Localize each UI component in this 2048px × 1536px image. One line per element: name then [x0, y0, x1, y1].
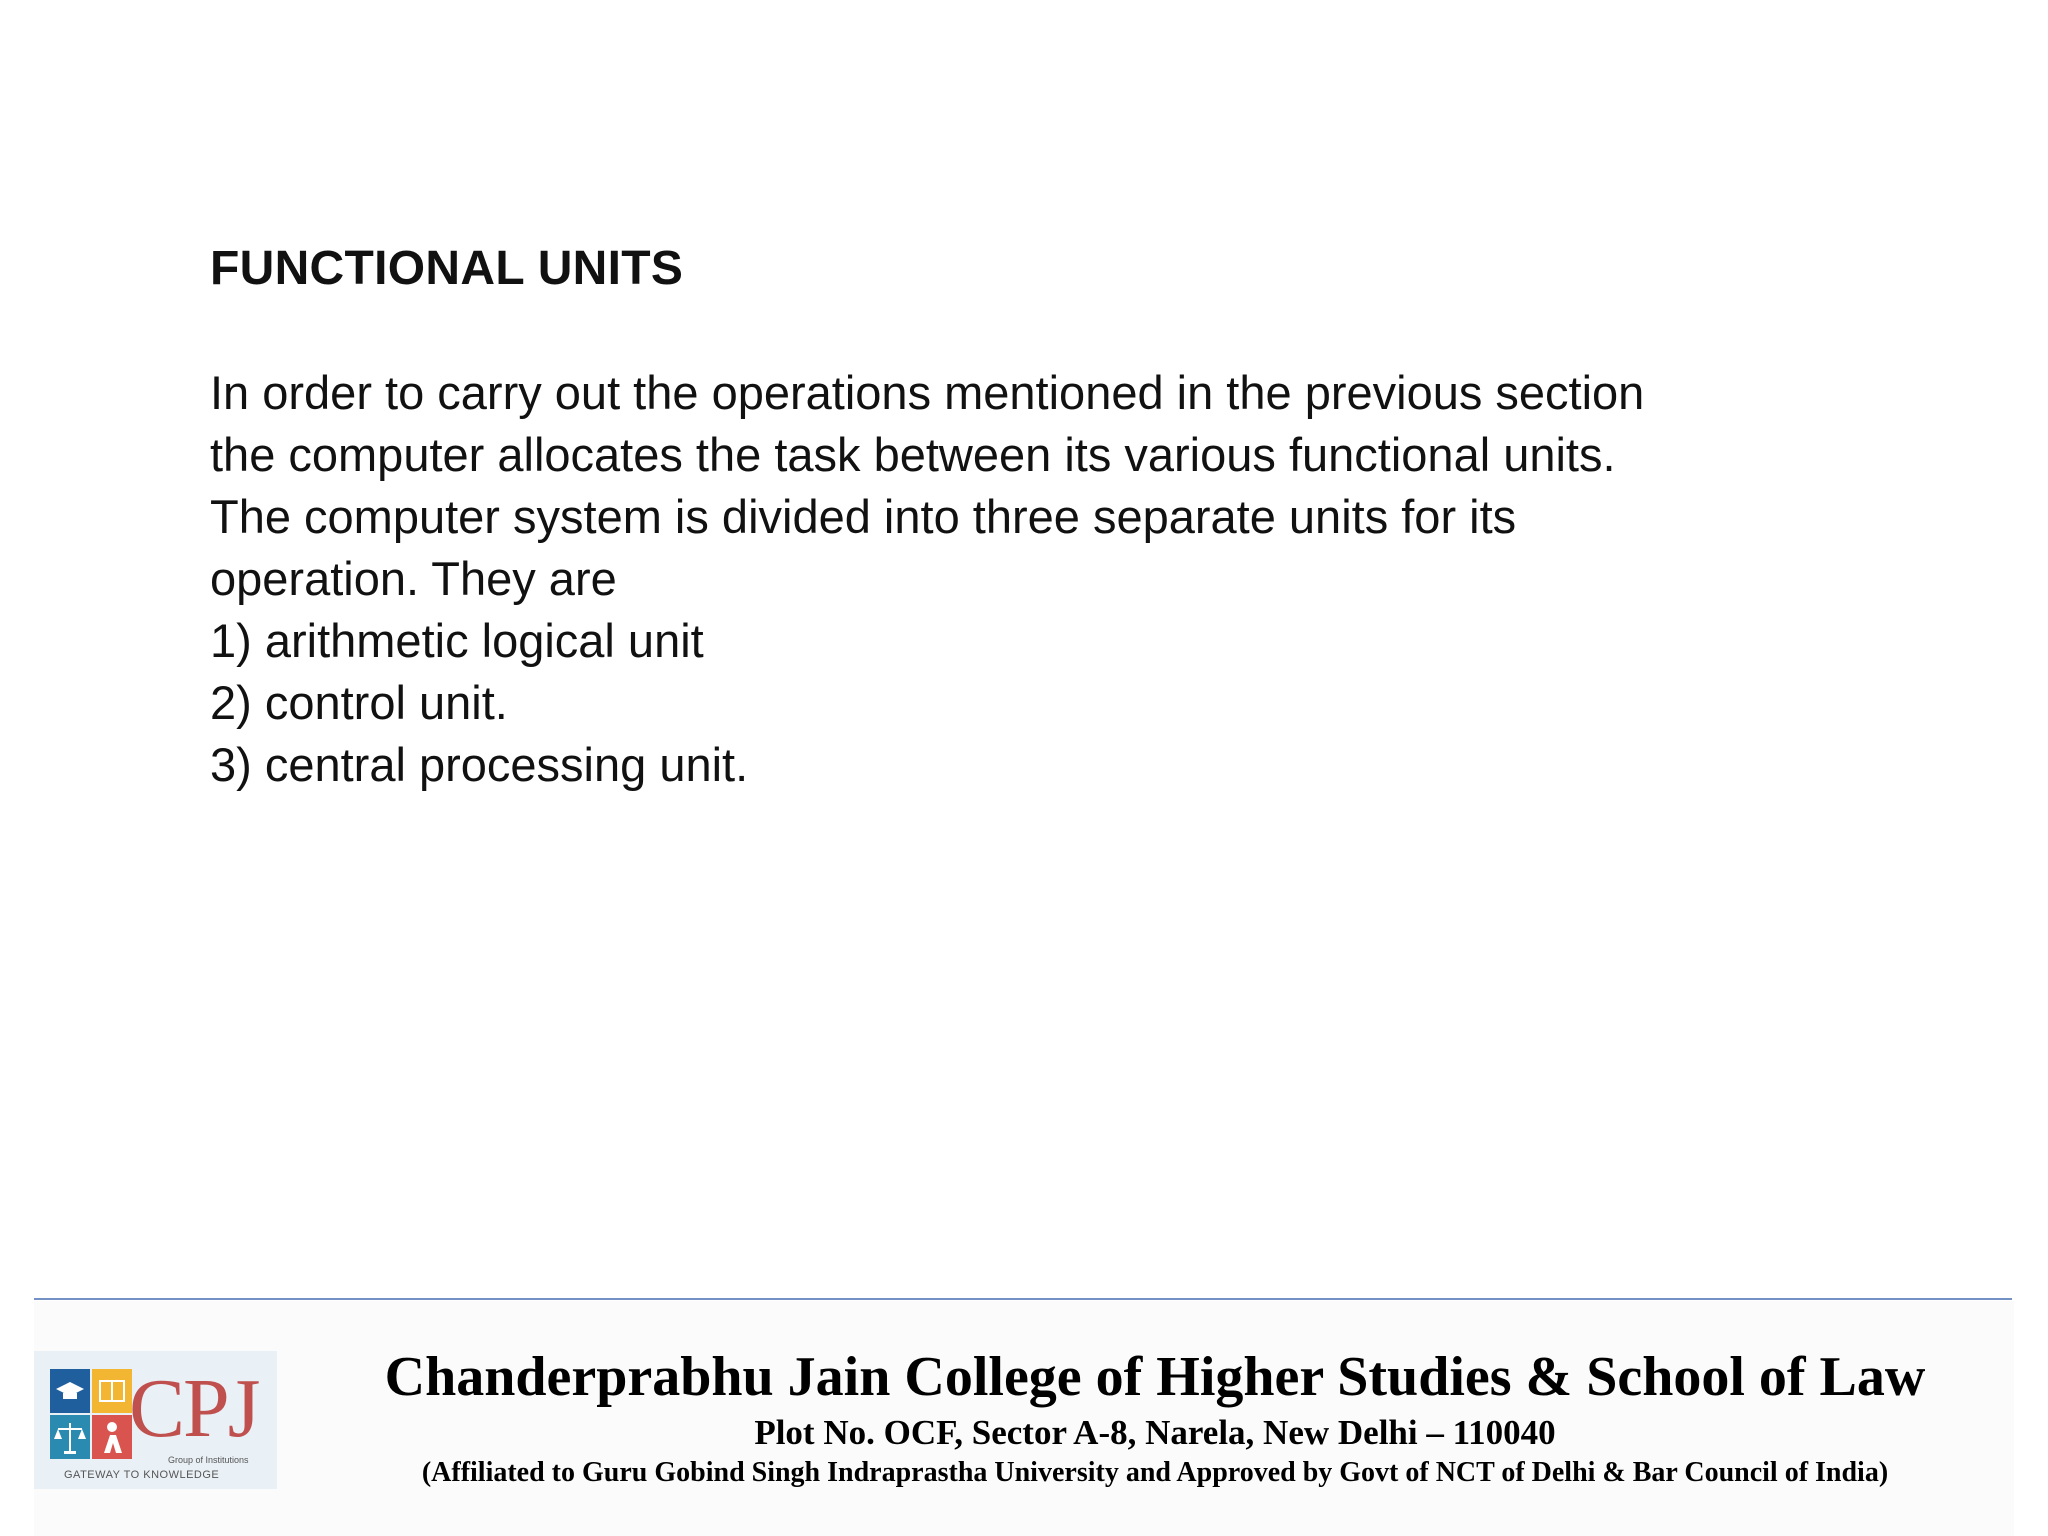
slide-title: FUNCTIONAL UNITS: [210, 242, 684, 295]
logo-group-text: Group of Institutions: [168, 1455, 249, 1465]
footer-text: [296, 1345, 2014, 1491]
slide-body: [210, 362, 1910, 796]
slide-content: [210, 240, 1910, 796]
body-line: In order to carry out the operations mentioned in the previous section: [210, 366, 1645, 419]
footer: [34, 1301, 2014, 1536]
body-line: operation. They are: [210, 552, 617, 605]
list-item-alu: 1) arithmetic logical unit: [210, 614, 704, 667]
logo-shield-icon: [48, 1367, 134, 1463]
logo-letters: CPJ: [129, 1362, 259, 1455]
college-affiliation: (Affiliated to Guru Gobind Singh Indraprastha University and Approved by Govt of NCT of Delhi & Bar Council of India): [421, 1457, 1889, 1488]
body-line: The computer system is divided into three separate units for its: [210, 490, 1517, 543]
college-address: Plot No. OCF, Sector A-8, Narela, New Delhi – 110040: [754, 1413, 1556, 1452]
body-line: the computer allocates the task between its various functional units.: [210, 428, 1616, 481]
college-logo: [34, 1351, 277, 1489]
list-item-control-unit: 2) control unit.: [210, 676, 508, 729]
logo-tagline: GATEWAY TO KNOWLEDGE: [64, 1469, 220, 1481]
list-item-cpu: 3) central processing unit.: [210, 738, 749, 791]
footer-divider: [34, 1298, 2012, 1300]
college-name: Chanderprabhu Jain College of Higher Studies & School of Law: [384, 1346, 1926, 1408]
